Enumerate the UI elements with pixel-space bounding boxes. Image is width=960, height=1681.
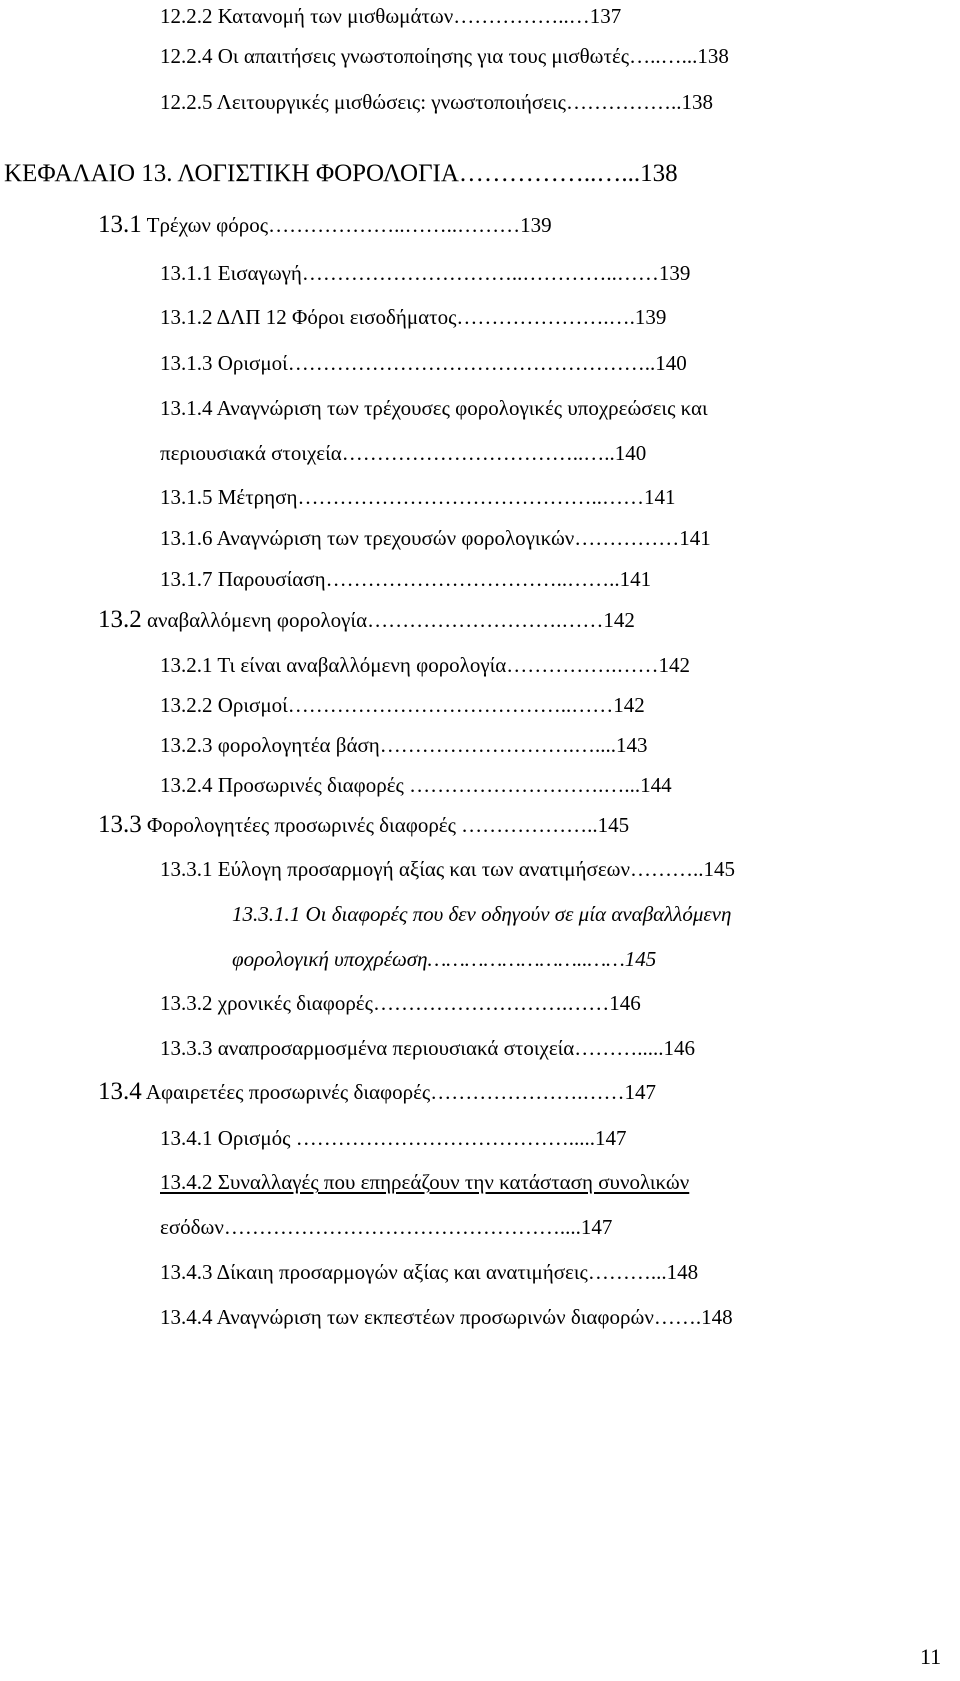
toc-entry: 13.3.1 Εύλογη προσαρμογή αξίας και των ανατιμήσεων………..145 <box>160 857 735 881</box>
toc-entry: 13.1.6 Αναγνώριση των τρεχουσών φορολογικών……………141 <box>160 526 711 550</box>
page-number: 11 <box>920 1644 942 1669</box>
toc-entry: 12.2.5 Λειτουργικές μισθώσεις: γνωστοποιήσεις……………..138 <box>160 90 713 114</box>
toc-chapter-heading: ΚΕΦΑΛΑΙΟ 13. ΛΟΓΙΣΤΙΚΗ ΦΟΡΟΛΟΓΙΑ……………..…...138 <box>4 160 678 187</box>
toc-section-entry: 13.2 αναβαλλόμενη φορολογία……………………….……142 <box>98 606 635 633</box>
toc-entry: 13.2.3 φορολογητέα βάση……………………….…....143 <box>160 733 648 757</box>
toc-entry-continuation: περιουσιακά στοιχεία……………………………..…..140 <box>160 441 647 465</box>
toc-section-entry: 13.1 Τρέχων φόρος………………..……..………139 <box>98 211 552 238</box>
toc-entry: 13.1.3 Ορισμοί……………………………………………..140 <box>160 351 687 375</box>
toc-entry: 13.2.2 Ορισμοί…………………………………..……142 <box>160 693 645 717</box>
toc-entry: 13.1.4 Αναγνώριση των τρέχουσες φορολογικές υποχρεώσεις και <box>160 396 708 420</box>
toc-entry: 13.4.4 Αναγνώριση των εκπεστέων προσωρινών διαφορών…….148 <box>160 1305 733 1329</box>
toc-subentry: 13.3.1.1 Οι διαφορές που δεν οδηγούν σε μία αναβαλλόμενη <box>232 902 732 926</box>
toc-entry: 13.3.2 χρονικές διαφορές……………………….……146 <box>160 991 641 1015</box>
toc-section-entry: 13.4 Αφαιρετέες προσωρινές διαφορές………………….……147 <box>98 1078 656 1105</box>
toc-entry: 13.3.3 αναπροσαρμοσμένα περιουσιακά στοιχεία……….....146 <box>160 1036 696 1060</box>
toc-entry: 13.4.3 Δίκαιη προσαρμογών αξίας και ανατιμήσεις………...148 <box>160 1260 699 1284</box>
toc-entry: 13.2.1 Τι είναι αναβαλλόμενη φορολογία…………….……142 <box>160 653 691 677</box>
toc-section-entry: 13.3 Φορολογητέες προσωρινές διαφορές ………………..145 <box>98 811 630 838</box>
toc-entry: 13.1.2 ΔΛΠ 12 Φόροι εισοδήματος………………….….139 <box>160 305 667 329</box>
toc-entry: 13.2.4 Προσωρινές διαφορές ……………………….…...144 <box>160 773 672 797</box>
toc-subentry-continuation: φορολογική υποχρέωση……………………..……145 <box>232 947 657 971</box>
toc-entry: 13.1.1 Εισαγωγή…………………………..…………..……139 <box>160 261 691 285</box>
toc-entry: 12.2.2 Κατανομή των μισθωμάτων……………..…137 <box>160 4 622 28</box>
toc-entry: 13.1.5 Μέτρηση……………………………………..……141 <box>160 485 676 509</box>
toc-entry: 13.1.7 Παρουσίαση……………………………..……..141 <box>160 567 652 591</box>
toc-entry: 12.2.4 Οι απαιτήσεις γνωστοποίησης για τους μισθωτές…..…...138 <box>160 44 729 68</box>
toc-entry: 13.4.1 Ορισμός ………………………………….....147 <box>160 1126 627 1150</box>
toc-entry: 13.4.2 Συναλλαγές που επηρεάζουν την κατάσταση συνολικών <box>160 1170 690 1194</box>
toc-entry-continuation: εσόδων…………………………………………....147 <box>160 1215 613 1239</box>
